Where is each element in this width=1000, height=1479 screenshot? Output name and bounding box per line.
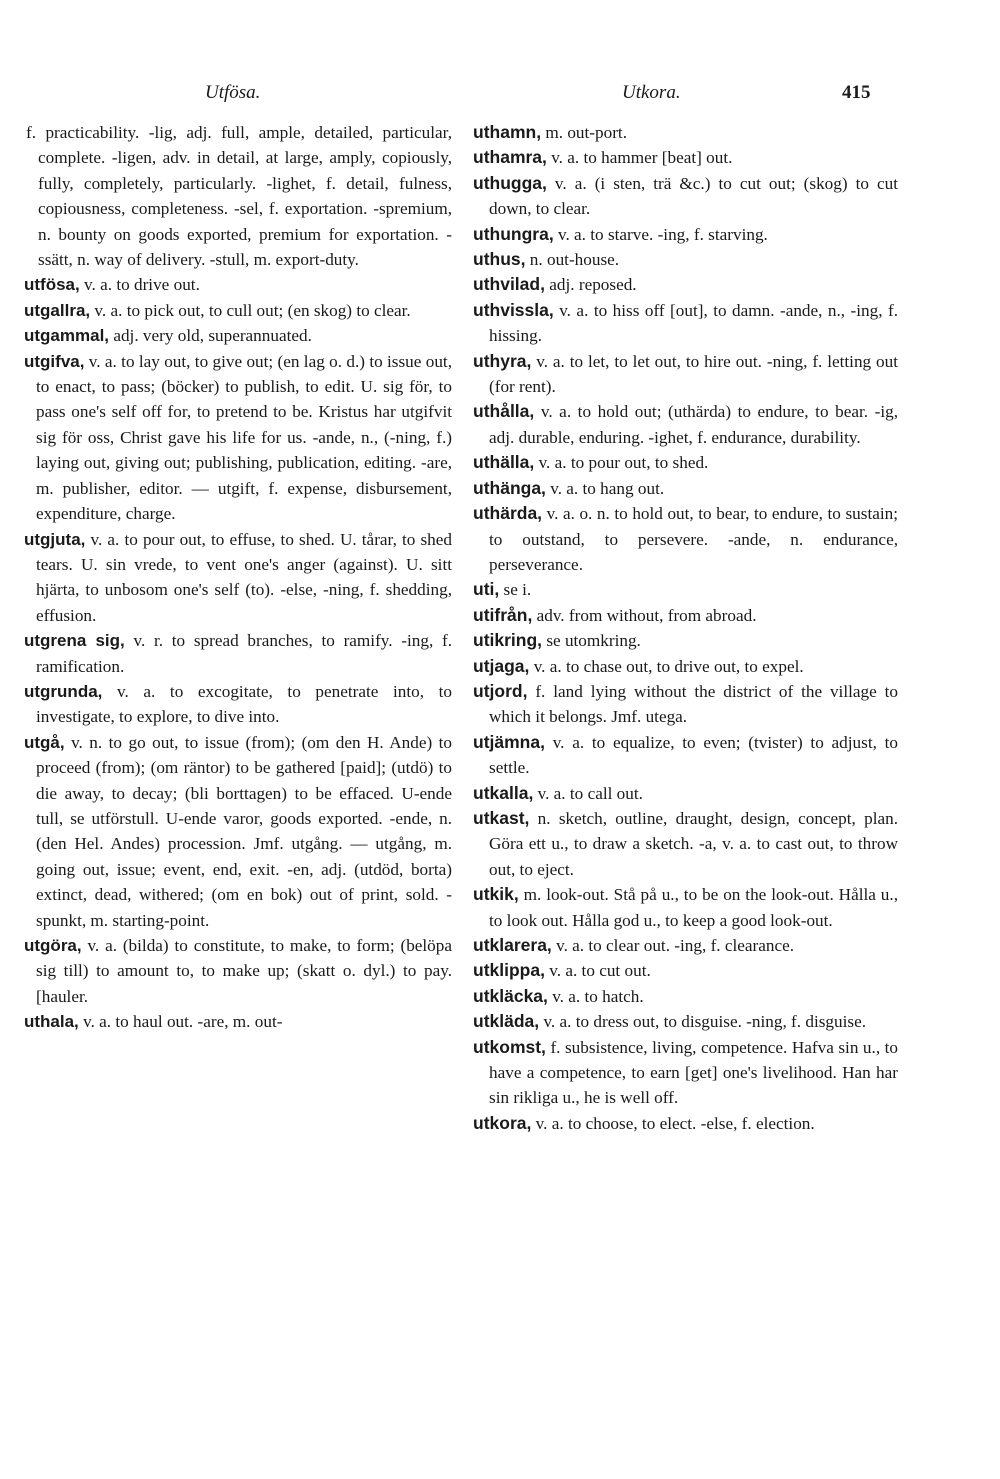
- dictionary-entry: [12, 120, 452, 272]
- entry-headword: uti,: [473, 579, 500, 600]
- dictionary-entry: [473, 349, 898, 400]
- entry-definition: f. subsistence, living, competence. Hafva sin u., to have a competence, to earn [get] one's livelihood. Han har sin rikliga u., he is well off.: [489, 1037, 898, 1108]
- entry-headword: utgrunda,: [24, 681, 103, 701]
- entry-headword: utjaga,: [473, 655, 530, 676]
- entry-definition: adj. reposed.: [549, 275, 637, 295]
- entry-headword: uthugga,: [473, 172, 547, 193]
- dictionary-entry: [12, 298, 452, 323]
- dictionary-entry: [473, 1035, 898, 1111]
- entry-headword: utgrena sig,: [24, 631, 125, 651]
- entry-headword: uthänga,: [473, 477, 546, 498]
- entry-definition: v. a. to hatch.: [552, 986, 644, 1006]
- entry-headword: utgallra,: [24, 300, 91, 320]
- entry-definition: m. look-out. Stå på u., to be on the look-out. Hålla u., to look out. Hålla god u., to keep a good look-out.: [489, 885, 898, 930]
- dictionary-entry: [473, 1009, 898, 1034]
- dictionary-entry: [473, 882, 898, 933]
- entry-headword: uthamra,: [473, 147, 547, 168]
- entry-definition: v. a. to choose, to elect. -else, f. election.: [535, 1113, 815, 1133]
- entry-definition: v. a. to hang out.: [550, 478, 665, 498]
- entry-headword: uthålla,: [473, 401, 535, 422]
- dictionary-entry: [473, 628, 898, 653]
- entry-headword: utgå,: [24, 732, 65, 752]
- entry-headword: uthvissla,: [473, 299, 554, 320]
- entry-definition: adj. very old, superannuated.: [113, 326, 312, 346]
- entry-definition: adv. from without, from abroad.: [536, 605, 757, 625]
- dictionary-entry: [12, 272, 452, 297]
- entry-headword: utklippa,: [473, 960, 545, 981]
- entry-definition: m. out-port.: [545, 123, 627, 142]
- entry-definition: v. a. to hammer [beat] out.: [551, 148, 733, 168]
- entry-definition: v. a. to haul out. -are, m. out-: [83, 1012, 283, 1032]
- entry-definition: v. n. to go out, to issue (from); (om den H. Ande) to proceed (from); (om räntor) to be gathered [paid]; (utdö) to die away, to decay; (bli borttagen) to be effaced. U-ende tull, se utförstull. U-ende varor, goods exported. -ende, n. (den Hel. Andes) procession. Jmf. utgång. — utgång, m. going out, issue; event, end, exit. -en, adj. (utdöd, borta) extinct, dead, withered; (om en bok) out of print, sold. -spunkt, m. starting-point.: [36, 732, 452, 930]
- dictionary-entry: [473, 958, 898, 983]
- entry-headword: utifrån,: [473, 604, 533, 625]
- entry-definition: v. a. to hiss off [out], to damn. -ande, n., -ing, f. hissing.: [489, 300, 898, 346]
- dictionary-entry: [473, 730, 898, 781]
- entry-definition: v. a. to chase out, to drive out, to expel.: [533, 656, 804, 676]
- dictionary-entry: [473, 501, 898, 577]
- entry-definition: v. a. to starve. -ing, f. starving.: [557, 224, 768, 244]
- entry-headword: utgjuta,: [24, 529, 86, 549]
- entry-headword: utklarera,: [473, 935, 552, 955]
- dictionary-entry: [12, 527, 452, 629]
- entry-headword: utkomst,: [473, 1036, 546, 1057]
- dictionary-entry: [473, 247, 898, 272]
- dictionary-entry: [12, 1009, 452, 1034]
- entry-headword: uthungra,: [473, 223, 554, 244]
- entry-definition: v. a. to let, to let out, to hire out. -ning, f. letting out (for rent).: [489, 351, 898, 397]
- dictionary-entry: [12, 933, 452, 1009]
- entry-headword: utfösa,: [24, 275, 80, 295]
- entry-headword: uthälla,: [473, 452, 535, 473]
- dictionary-entry: [12, 730, 452, 933]
- entry-headword: uthyra,: [473, 350, 532, 371]
- entry-headword: utjord,: [473, 680, 528, 701]
- dictionary-entry: [473, 679, 898, 730]
- entry-definition: v. a. to pour out, to effuse, to shed. U. tårar, to shed tears. U. sin vrede, to vent one's anger (against). U. sitt hjärta, to unbosom one's self (to). -else, -ning, f. shedding, effusion.: [36, 529, 452, 625]
- dictionary-entry: [473, 654, 898, 679]
- entry-headword: uthvilad,: [473, 274, 545, 295]
- entry-definition: n. out-house.: [529, 250, 620, 270]
- dictionary-entry: [473, 145, 898, 170]
- entry-headword: utkalla,: [473, 782, 534, 803]
- entry-definition: v. a. to dress out, to disguise. -ning, f. disguise.: [543, 1012, 866, 1032]
- entry-headword: uthärda,: [473, 503, 543, 524]
- left-column: [12, 120, 452, 1390]
- entry-headword: utkläcka,: [473, 985, 548, 1006]
- entry-definition: v. a. to hold out; (uthärda) to endure, to bear. -ig, adj. durable, enduring. -ighet, f. endurance, durability.: [489, 402, 898, 447]
- entry-definition: se utomkring.: [546, 631, 641, 651]
- dictionary-entry: [473, 450, 898, 475]
- entry-definition: v. r. to spread branches, to ramify. -ing, f. ramification.: [36, 631, 452, 676]
- dictionary-entry: [473, 222, 898, 247]
- dictionary-entry: [12, 349, 452, 527]
- entry-definition: v. a. (i sten, trä &c.) to cut out; (skog) to cut down, to clear.: [489, 173, 898, 219]
- entry-headword: utikring,: [473, 630, 543, 651]
- entry-headword: utgifva,: [24, 351, 85, 371]
- dictionary-entry: [12, 679, 452, 730]
- entry-definition: v. a. to equalize, to even; (tvister) to adjust, to settle.: [489, 732, 898, 778]
- entry-headword: utgöra,: [24, 936, 82, 955]
- dictionary-entry: [473, 984, 898, 1009]
- left-guide-word: Utfösa.: [205, 82, 261, 103]
- dictionary-entry: [473, 603, 898, 628]
- dictionary-entry: [473, 806, 898, 882]
- entry-definition: v. a. to call out.: [537, 783, 643, 803]
- dictionary-entry: [473, 476, 898, 501]
- entry-headword: uthamn,: [473, 122, 542, 142]
- dictionary-entry: [12, 628, 452, 679]
- entry-headword: utkast,: [473, 807, 530, 828]
- entry-definition: v. a. to cut out.: [549, 961, 651, 981]
- entry-definition: v. a. to clear out. -ing, f. clearance.: [556, 936, 795, 955]
- entry-definition: v. a. to excogitate, to penetrate into, to investigate, to explore, to dive into.: [36, 681, 452, 727]
- running-header: [0, 82, 1000, 112]
- dictionary-entry: [473, 298, 898, 349]
- entry-definition: f. practicability. -lig, adj. full, ample, detailed, particular, complete. -ligen, adv. in detail, at large, amply, copiously, fully, completely, particularly. -lighet, f. detail, fulness, copiousness, completeness. -sel, f. exportation. -spremium, n. bounty on goods exported, premium for exportation. -ssätt, n. way of delivery. -stull, m. export-duty.: [26, 123, 452, 270]
- entry-headword: uthus,: [473, 249, 526, 270]
- entry-definition: v. a. to pour out, to shed.: [538, 453, 709, 473]
- entry-definition: n. sketch, outline, draught, design, concept, plan. Göra ett u., to draw a sketch. -a, v. a. to cast out, to throw out, to eject.: [489, 808, 898, 879]
- dictionary-entry: [473, 171, 898, 222]
- entry-definition: se i.: [503, 580, 532, 600]
- dictionary-entry: [473, 399, 898, 450]
- dictionary-entry: [473, 120, 898, 145]
- entry-headword: utkik,: [473, 884, 519, 905]
- entry-definition: v. a. to pick out, to cull out; (en skog) to clear.: [94, 300, 411, 320]
- dictionary-entry: [473, 272, 898, 297]
- entry-headword: utjämna,: [473, 731, 545, 752]
- entry-headword: utkläda,: [473, 1011, 540, 1032]
- entry-headword: utgammal,: [24, 326, 110, 346]
- dictionary-entry: [473, 781, 898, 806]
- page-number: 415: [842, 82, 871, 103]
- dictionary-entry: [473, 933, 898, 958]
- right-column: [473, 120, 898, 1390]
- entry-definition: v. a. o. n. to hold out, to bear, to endure, to sustain; to outstand, to persevere. -ande, n. endurance, perseverance.: [489, 504, 898, 574]
- entry-definition: v. a. to drive out.: [84, 275, 200, 295]
- entry-headword: uthala,: [24, 1012, 79, 1032]
- entry-definition: v. a. (bilda) to constitute, to make, to form; (belöpa sig till) to amount to, to make up; (skatt o. dyl.) to pay. [hauler.: [36, 936, 452, 1006]
- entry-definition: f. land lying without the district of the village to which it belongs. Jmf. utega.: [489, 681, 898, 727]
- entry-definition: v. a. to lay out, to give out; (en lag o. d.) to issue out, to enact, to pass; (böcker) to publish, to edit. U. sig för, to pass one's self off for, to pretend to be. Kristus har utgifvit sig för oss, Christ gave his life for us. -ande, n., (-ning, f.) laying out, giving out; publishing, publication, editing. -are, m. publisher, editor. — utgift, f. expense, disbursement, expenditure, charge.: [36, 351, 452, 524]
- dictionary-entry: [12, 323, 452, 348]
- right-guide-word: Utkora.: [622, 82, 681, 103]
- entry-headword: utkora,: [473, 1112, 532, 1133]
- dictionary-entry: [473, 1111, 898, 1136]
- dictionary-entry: [473, 577, 898, 602]
